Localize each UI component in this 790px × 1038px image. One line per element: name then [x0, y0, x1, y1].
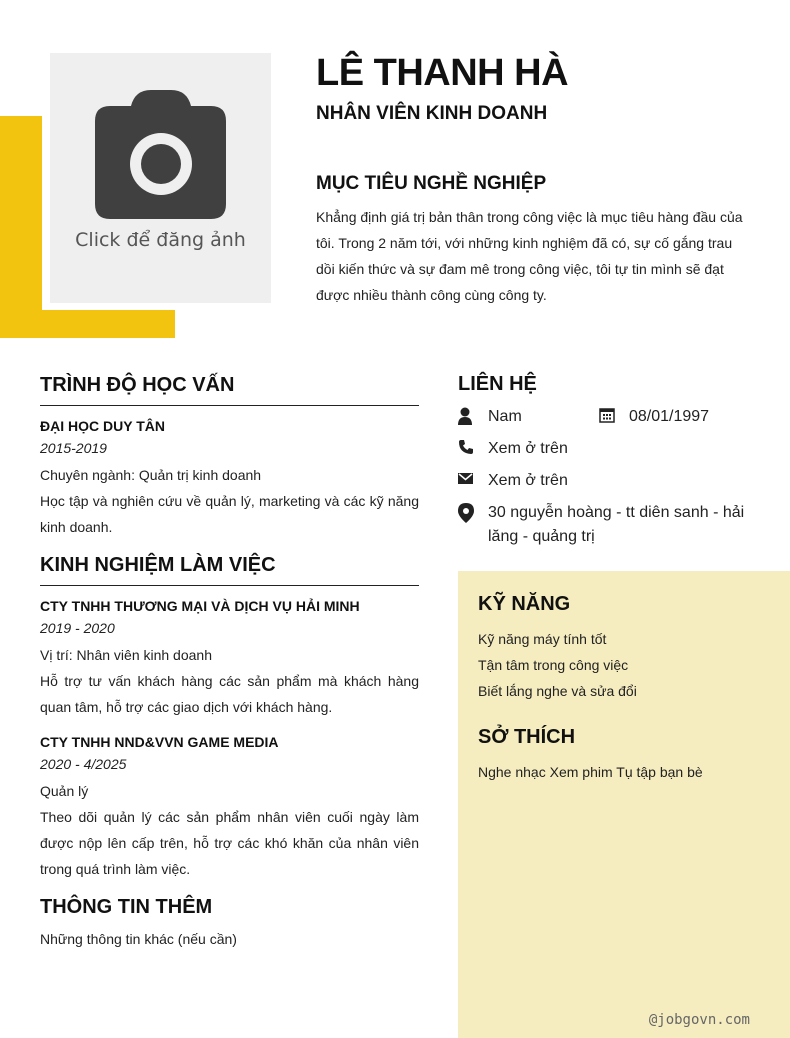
job-description: Hỗ trợ tư vấn khách hàng các sản phẩm mà khách hàng quan tâm, hỗ trợ các giao dịch với khách hàng.	[40, 673, 419, 715]
school-name: ĐẠI HỌC DUY TÂN	[40, 418, 165, 434]
candidate-name: LÊ THANH HÀ	[316, 52, 569, 94]
contact-phone	[458, 437, 568, 461]
skill-item: Kỹ năng máy tính tốt	[478, 631, 607, 647]
education-section	[40, 374, 419, 540]
job-period: 2019 - 2020	[40, 620, 115, 636]
education-major: Chuyên ngành: Quản trị kinh doanh	[40, 467, 262, 483]
experience-section	[40, 554, 419, 882]
phone-value: Xem ở trên	[488, 440, 568, 457]
job-company: CTY TNHH NND&VVN GAME MEDIA	[40, 734, 279, 750]
location-pin-icon	[458, 501, 488, 528]
photo-caption: Click để đăng ảnh	[75, 229, 246, 251]
job-company: CTY TNHH THƯƠNG MẠI VÀ DỊCH VỤ HẢI MINH	[40, 598, 360, 614]
mail-icon	[458, 469, 488, 490]
skill-item: Tận tâm trong công việc	[478, 657, 629, 673]
education-description: Học tập và nghiên cứu về quản lý, marketing và các kỹ năng kinh doanh.	[40, 493, 419, 535]
extra-section	[40, 896, 419, 947]
left-column	[40, 374, 419, 955]
job-position: Vị trí: Nhân viên kinh doanh	[40, 647, 212, 663]
job-title: NHÂN VIÊN KINH DOANH	[316, 103, 548, 124]
job-description: Theo dõi quản lý các sản phẩm nhân viên cuối ngày làm được nộp lên cấp trên, hỗ trợ các khó khăn của nhân viên trong quá trình làm việc.	[40, 809, 419, 877]
watermark: @jobgovn.com	[648, 1012, 750, 1028]
camera-icon	[95, 90, 226, 219]
phone-icon	[458, 437, 488, 460]
experience-heading: KINH NGHIỆM LÀM VIỆC	[40, 554, 419, 586]
job-period: 2020 - 4/2025	[40, 756, 127, 772]
job-entry	[40, 598, 419, 720]
address-value: 30 nguyễn hoàng - tt diên sanh - hải lăng - quảng trị	[488, 504, 745, 545]
photo-upload[interactable]	[50, 53, 271, 303]
objective-heading: MỤC TIÊU NGHỀ NGHIỆP	[316, 173, 547, 194]
education-years: 2015-2019	[40, 440, 107, 456]
contact-address	[458, 501, 758, 549]
accent-bar-vertical	[0, 116, 42, 338]
extra-heading: THÔNG TIN THÊM	[40, 896, 213, 918]
contact-birthday	[599, 405, 709, 429]
gender-value: Nam	[488, 408, 522, 425]
hobbies-text: Nghe nhạc Xem phim Tụ tập bạn bè	[478, 764, 703, 780]
objective-text: Khẳng định giá trị bản thân trong công việc là mục tiêu hàng đầu của tôi. Trong 2 năm tới, với những kinh nghiệm đã có, sự cố gắng trau dồi kiến thức và sự đam mê trong công việc, tôi tự tin mình sẽ đạt được nhiều thành công cùng công ty.	[316, 209, 743, 303]
accent-bar-horizontal	[0, 310, 175, 338]
job-position: Quản lý	[40, 783, 89, 799]
hobbies-heading: SỞ THÍCH	[478, 726, 576, 748]
extra-text: Những thông tin khác (nếu cần)	[40, 931, 237, 947]
contact-heading: LIÊN HỆ	[458, 373, 537, 395]
calendar-icon	[599, 405, 629, 428]
contact-gender	[458, 405, 522, 430]
skills-panel	[458, 571, 790, 1038]
email-value: Xem ở trên	[488, 472, 568, 489]
contact-email	[458, 469, 568, 493]
birthday-value: 08/01/1997	[629, 408, 710, 425]
person-icon	[458, 405, 488, 430]
job-entry	[40, 734, 419, 882]
education-entry	[40, 418, 419, 540]
skills-heading: KỸ NĂNG	[478, 593, 571, 615]
education-heading: TRÌNH ĐỘ HỌC VẤN	[40, 374, 419, 406]
skill-item: Biết lắng nghe và sửa đổi	[478, 683, 637, 699]
